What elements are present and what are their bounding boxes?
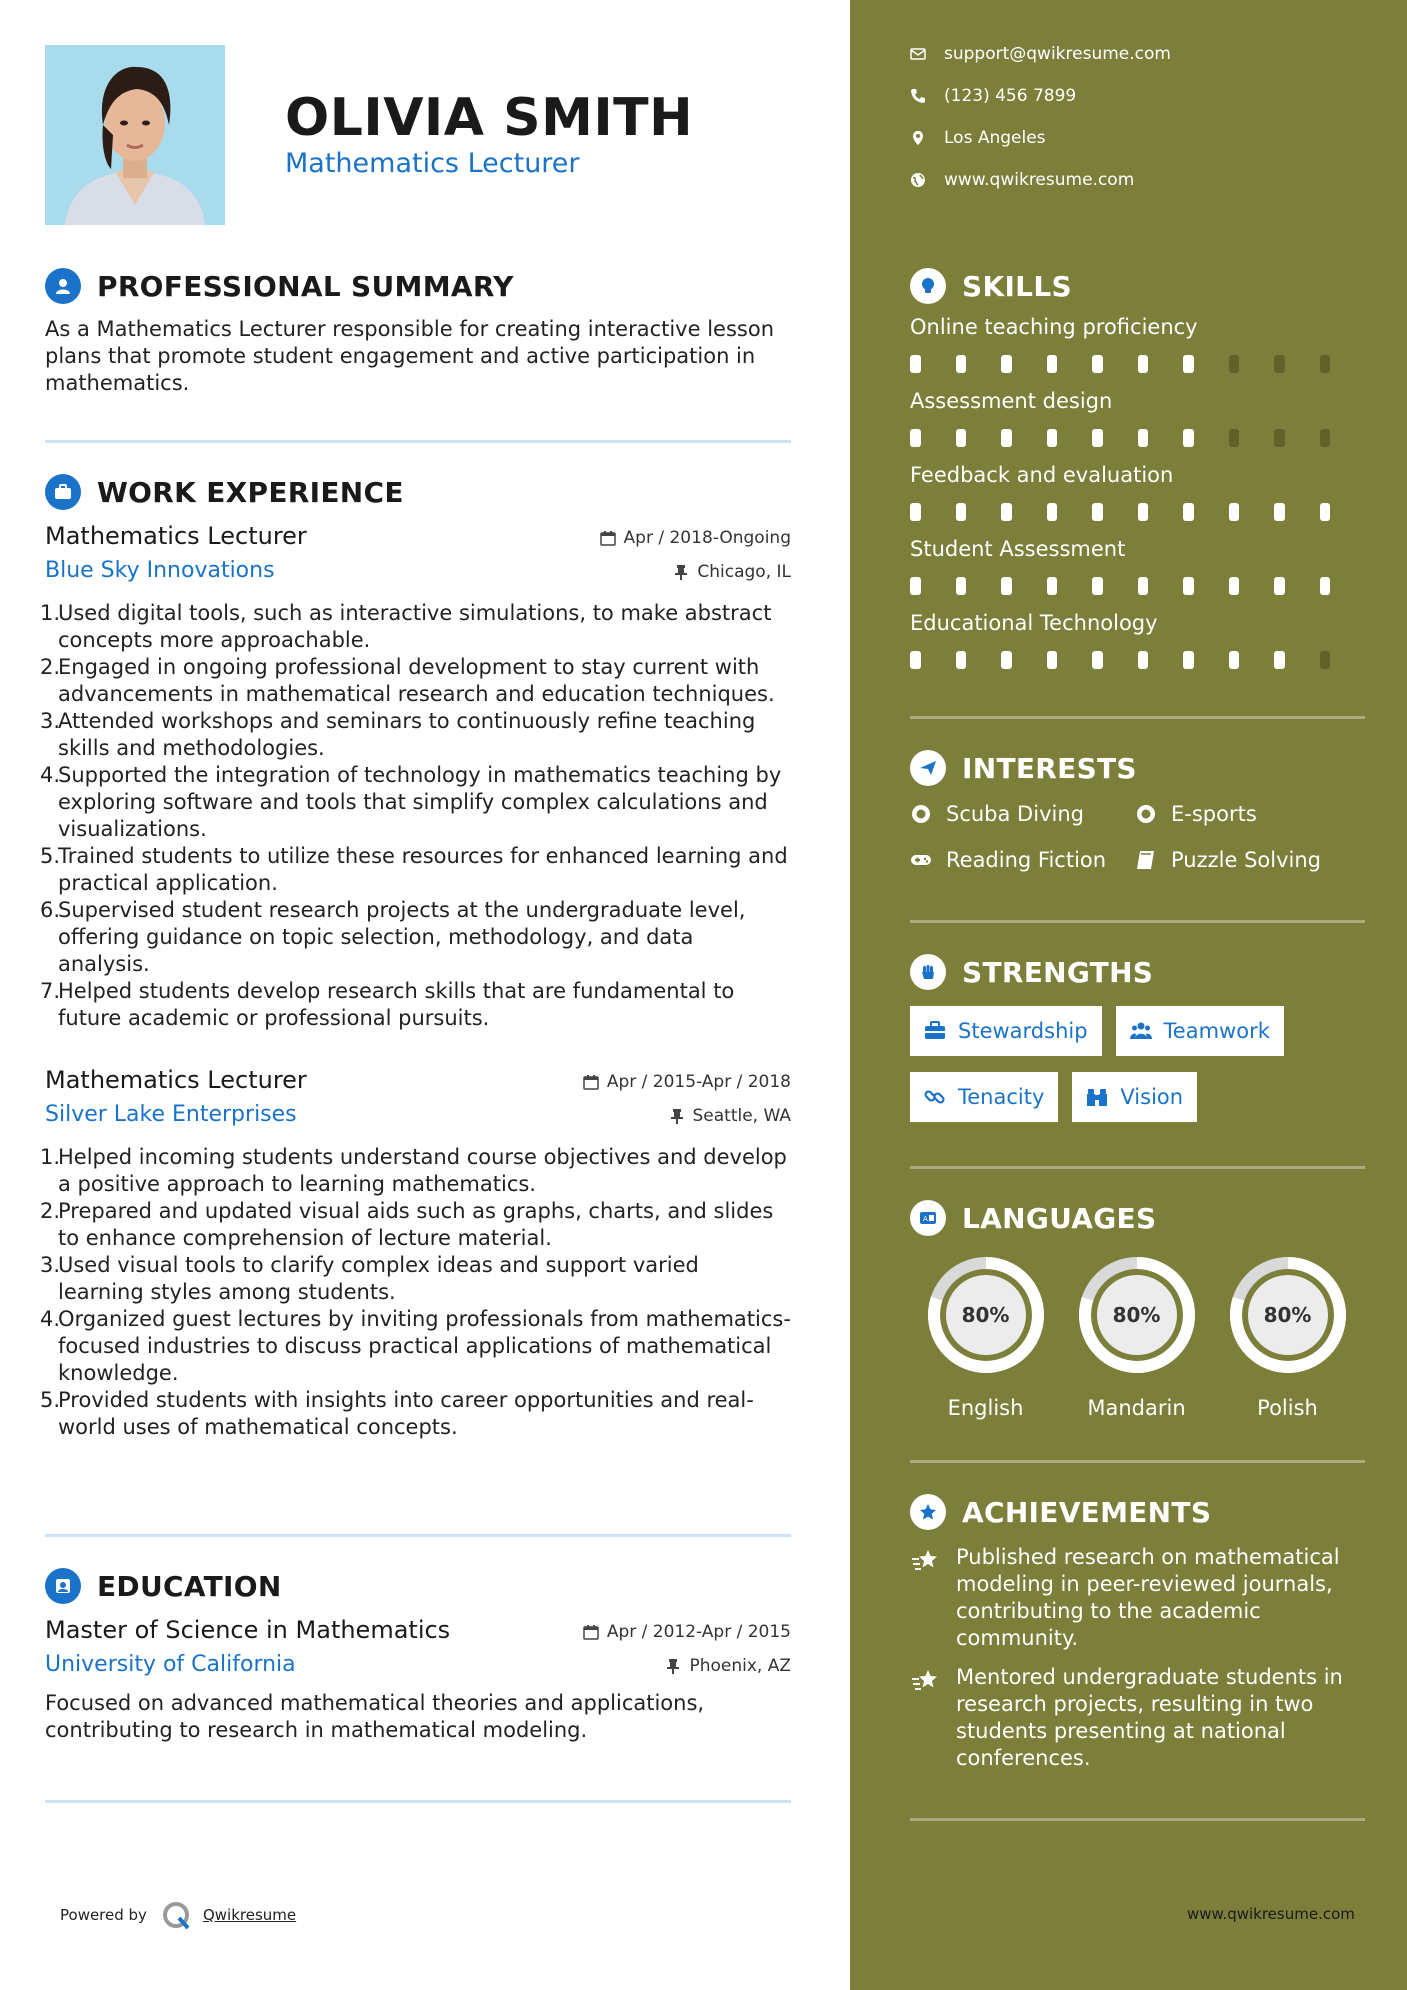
rating-dot-filled [1183, 651, 1194, 669]
rating-dot-filled [1138, 651, 1149, 669]
calendar-icon [600, 530, 616, 546]
job-location-text: Seattle, WA [692, 1106, 791, 1126]
binoculars-icon [1086, 1086, 1108, 1108]
duty-number: 2. [40, 655, 61, 679]
interest-label: Reading Fiction [946, 848, 1107, 872]
rating-dot-filled [1001, 503, 1012, 521]
star-icon [910, 1494, 946, 1530]
interest-label: Puzzle Solving [1171, 848, 1321, 872]
rating-dot-filled [1183, 503, 1194, 521]
duty-number: 5. [40, 844, 61, 868]
pin-icon [665, 1658, 681, 1674]
sidebar-divider [910, 1460, 1365, 1463]
briefcase-icon [45, 474, 81, 510]
rating-dot-filled [1320, 577, 1331, 595]
rating-dot-filled [1229, 503, 1240, 521]
rating-dot-filled [956, 355, 967, 373]
job-date-text: Apr / 2018-Ongoing [623, 528, 791, 548]
degree-title: Master of Science in Mathematics [45, 1616, 451, 1644]
lifebuoy-icon [1135, 803, 1157, 825]
skill-rating [910, 638, 1365, 682]
duty-number: 4. [40, 1307, 61, 1331]
rating-dot-filled [1092, 651, 1103, 669]
skill-rating [910, 490, 1365, 534]
duty-item [40, 843, 791, 897]
lifebuoy-icon [910, 803, 932, 825]
job-entry [40, 520, 791, 1032]
rating-dot-empty [1274, 355, 1285, 373]
duty-text: Helped incoming students understand course objectives and develop a positive approach to learning mathematics. [58, 1145, 787, 1196]
work-title: WORK EXPERIENCE [97, 475, 404, 509]
graduation-icon [45, 1568, 81, 1604]
sidebar-divider [910, 716, 1365, 719]
skill-name: Student Assessment [910, 537, 1126, 561]
link-icon [924, 1086, 946, 1108]
strengths-title: STRENGTHS [962, 955, 1154, 989]
briefcase-icon [924, 1020, 946, 1042]
language-item [1061, 1254, 1212, 1420]
rating-dot-filled [1183, 429, 1194, 447]
language-percent: 80% [1263, 1303, 1312, 1327]
duty-text: Engaged in ongoing professional development to stay current with advancements in mathematical research and education techniques. [58, 655, 775, 706]
rating-dot-filled [1092, 355, 1103, 373]
skill-name: Assessment design [910, 389, 1113, 413]
book-icon [1135, 849, 1157, 871]
language-item [1212, 1254, 1363, 1420]
contact-website-text[interactable]: www.qwikresume.com [944, 170, 1135, 190]
users-icon [1130, 1020, 1152, 1042]
duty-item [40, 1144, 791, 1198]
candidate-name: OLIVIA SMITH [285, 88, 694, 148]
contact-location-text: Los Angeles [944, 128, 1046, 148]
strengths-list [910, 1006, 1365, 1138]
calendar-icon [583, 1624, 599, 1640]
education-text: Focused on advanced mathematical theories and applications, contributing to research in mathematical modeling. [45, 1691, 705, 1742]
rating-dot-empty [1320, 429, 1331, 447]
duty-text: Used digital tools, such as interactive simulations, to make abstract concepts more approachable. [58, 601, 772, 652]
rating-dot-empty [1274, 429, 1285, 447]
skills-title: SKILLS [962, 269, 1072, 303]
job-title: Mathematics Lecturer [45, 1066, 307, 1094]
rating-dot-filled [1047, 429, 1058, 447]
languages-section [910, 1198, 1365, 1420]
skill-item [910, 312, 1365, 386]
rating-dot-filled [1229, 651, 1240, 669]
duty-text: Trained students to utilize these resources for enhanced learning and practical application. [58, 844, 788, 895]
rating-dot-filled [1274, 651, 1285, 669]
rating-dot-filled [956, 577, 967, 595]
duty-text: Supervised student research projects at the undergraduate level, offering guidance on topic selection, methodology, and data analysis. [58, 898, 746, 976]
summary-text: As a Mathematics Lecturer responsible for creating interactive lesson plans that promote student engagement and active participation in mathematics. [45, 317, 775, 395]
skill-item [910, 608, 1365, 682]
interest-item [910, 844, 1135, 876]
skills-list [910, 312, 1365, 682]
user-icon [45, 268, 81, 304]
duty-number: 6. [40, 898, 61, 922]
interest-item [1135, 798, 1360, 830]
job-date [600, 528, 791, 548]
section-divider [45, 440, 791, 443]
powered-by-label: Powered by [60, 1906, 147, 1924]
shooting-star-icon [910, 1666, 940, 1696]
map-marker-icon [910, 130, 926, 146]
skill-name: Educational Technology [910, 611, 1158, 635]
gamepad-icon [910, 849, 932, 871]
strength-tag [910, 1072, 1058, 1122]
sidebar-divider [910, 920, 1365, 923]
skill-item [910, 386, 1365, 460]
company-name: Silver Lake Enterprises [45, 1102, 297, 1127]
rating-dot-filled [1092, 503, 1103, 521]
education-date [583, 1622, 791, 1642]
duty-text: Supported the integration of technology in mathematics teaching by exploring software and tools that simplify complex calculations and visualizations. [58, 763, 782, 841]
rating-dot-filled [956, 651, 967, 669]
rating-dot-filled [1229, 577, 1240, 595]
strength-tag [1072, 1072, 1197, 1122]
duty-number: 3. [40, 709, 61, 733]
duty-number: 2. [40, 1199, 61, 1223]
duty-text: Organized guest lectures by inviting professionals from mathematics-focused industries to discuss practical applications of mathematical knowledge. [58, 1307, 791, 1385]
calendar-icon [583, 1074, 599, 1090]
pin-icon [669, 1108, 685, 1124]
skill-item [910, 460, 1365, 534]
translate-icon [910, 1200, 946, 1236]
pin-icon [673, 564, 689, 580]
strength-tag [910, 1006, 1102, 1056]
duty-text: Prepared and updated visual aids such as graphs, charts, and slides to enhance comprehension of lecture material. [58, 1199, 774, 1250]
language-ring [925, 1254, 1047, 1376]
rating-dot-empty [1229, 429, 1240, 447]
job-location [673, 562, 791, 582]
rating-dot-empty [1229, 355, 1240, 373]
duty-item [40, 897, 791, 978]
strengths-section [910, 952, 1365, 1138]
rating-dot-empty [1320, 355, 1331, 373]
summary-section [45, 266, 791, 397]
rating-dot-filled [1001, 577, 1012, 595]
qwikresume-logo-icon [161, 1900, 191, 1930]
footer-website[interactable]: www.qwikresume.com [1187, 1905, 1355, 1923]
duty-item [40, 654, 791, 708]
skill-rating [910, 342, 1365, 386]
rating-dot-filled [1001, 355, 1012, 373]
section-divider [45, 1534, 791, 1537]
duty-text: Provided students with insights into career opportunities and real-world uses of mathematical concepts. [58, 1388, 754, 1439]
language-ring [1076, 1254, 1198, 1376]
duty-number: 7. [40, 979, 61, 1003]
rating-dot-filled [1138, 503, 1149, 521]
rating-dot-filled [910, 651, 921, 669]
job-title: Mathematics Lecturer [45, 522, 307, 550]
duties-list [40, 600, 791, 1032]
rating-dot-filled [910, 355, 921, 373]
contact-location [910, 128, 1046, 148]
job-location-text: Chicago, IL [697, 562, 791, 582]
rating-dot-filled [1047, 503, 1058, 521]
achievements-list [910, 1544, 1365, 1772]
sidebar [850, 0, 1407, 1990]
job-location [669, 1106, 792, 1126]
language-percent: 80% [1112, 1303, 1161, 1327]
duty-item [40, 1198, 791, 1252]
duty-text: Helped students develop research skills that are fundamental to future academic or professional pursuits. [58, 979, 735, 1030]
language-item [910, 1254, 1061, 1420]
skills-section [910, 266, 1365, 682]
profile-photo [45, 45, 225, 225]
rating-dot-filled [1183, 355, 1194, 373]
contact-website [910, 170, 1134, 190]
candidate-role: Mathematics Lecturer [285, 148, 580, 179]
languages-title: LANGUAGES [962, 1201, 1157, 1235]
skill-name: Online teaching proficiency [910, 315, 1198, 339]
shooting-star-icon [910, 1546, 940, 1576]
rating-dot-filled [1183, 577, 1194, 595]
interests-section [910, 748, 1365, 876]
duty-number: 3. [40, 1253, 61, 1277]
duty-item [40, 708, 791, 762]
skill-rating [910, 416, 1365, 460]
languages-list [910, 1254, 1365, 1420]
duty-item [40, 762, 791, 843]
achievement-item [910, 1544, 1365, 1652]
rating-dot-filled [1138, 355, 1149, 373]
duty-item [40, 978, 791, 1032]
rating-dot-filled [1274, 503, 1285, 521]
job-date-text: Apr / 2015-Apr / 2018 [606, 1072, 791, 1092]
rating-dot-filled [910, 429, 921, 447]
language-percent: 80% [961, 1303, 1010, 1327]
strength-label: Teamwork [1163, 1019, 1270, 1043]
rating-dot-filled [1047, 651, 1058, 669]
interest-label: Scuba Diving [946, 802, 1084, 826]
rating-dot-filled [1001, 429, 1012, 447]
rating-dot-filled [1092, 429, 1103, 447]
duty-item [40, 600, 791, 654]
language-name: Mandarin [1087, 1396, 1186, 1420]
duty-item [40, 1252, 791, 1306]
skill-name: Feedback and evaluation [910, 463, 1174, 487]
language-ring [1227, 1254, 1349, 1376]
achievement-text: Mentored undergraduate students in research projects, resulting in two students presenting at national conferences. [956, 1665, 1343, 1770]
duty-text: Used visual tools to clarify complex ideas and support varied learning styles among students. [58, 1253, 699, 1304]
summary-title: PROFESSIONAL SUMMARY [97, 269, 514, 303]
rating-dot-filled [1138, 577, 1149, 595]
job-entry [40, 1064, 791, 1441]
section-divider [45, 1800, 791, 1803]
education-title: EDUCATION [97, 1569, 282, 1603]
sidebar-divider [910, 1818, 1365, 1821]
contact-email-text[interactable]: support@qwikresume.com [944, 44, 1171, 64]
fist-icon [910, 954, 946, 990]
duty-number: 1. [40, 1145, 61, 1169]
contact-phone [910, 86, 1076, 106]
school-name: University of California [45, 1652, 296, 1677]
achievements-title: ACHIEVEMENTS [962, 1495, 1212, 1529]
duty-item [40, 1387, 791, 1441]
rating-dot-filled [910, 577, 921, 595]
rating-dot-empty [1320, 651, 1331, 669]
rating-dot-filled [1274, 577, 1285, 595]
interest-item [1135, 844, 1360, 876]
rating-dot-filled [1092, 577, 1103, 595]
rating-dot-filled [1138, 429, 1149, 447]
skill-rating [910, 564, 1365, 608]
rating-dot-filled [956, 429, 967, 447]
skill-item [910, 534, 1365, 608]
rating-dot-filled [1047, 355, 1058, 373]
duty-number: 1. [40, 601, 61, 625]
duties-list [40, 1144, 791, 1441]
rating-dot-filled [1047, 577, 1058, 595]
phone-icon [910, 88, 926, 104]
strength-label: Stewardship [958, 1019, 1088, 1043]
language-name: English [947, 1396, 1024, 1420]
education-date-text: Apr / 2012-Apr / 2015 [606, 1622, 791, 1642]
rating-dot-filled [956, 503, 967, 521]
svg-text:A: A [923, 1215, 928, 1223]
achievement-text: Published research on mathematical modeling in peer-reviewed journals, contributing to the academic community. [956, 1545, 1340, 1650]
rating-dot-filled [910, 503, 921, 521]
interests-list [910, 798, 1365, 876]
interest-item [910, 798, 1135, 830]
qwikresume-link[interactable]: Qwikresume [202, 1906, 297, 1924]
envelope-icon [910, 46, 926, 62]
job-date [583, 1072, 791, 1092]
interest-label: E-sports [1171, 802, 1257, 826]
education-location [665, 1656, 791, 1676]
rating-dot-filled [1001, 651, 1012, 669]
work-section [40, 472, 791, 1441]
duty-number: 5. [40, 1388, 61, 1412]
strength-label: Tenacity [958, 1085, 1045, 1109]
contact-phone-text[interactable]: (123) 456 7899 [944, 86, 1077, 106]
achievements-section [910, 1492, 1365, 1772]
duty-number: 4. [40, 763, 61, 787]
company-name: Blue Sky Innovations [45, 558, 275, 583]
powered-by [60, 1900, 296, 1930]
lightbulb-icon [910, 268, 946, 304]
strength-label: Vision [1120, 1085, 1184, 1109]
rating-dot-filled [1320, 503, 1331, 521]
education-section [45, 1566, 791, 1744]
education-location-text: Phoenix, AZ [689, 1656, 791, 1676]
globe-icon [910, 172, 926, 188]
strength-tag [1116, 1006, 1284, 1056]
duty-item [40, 1306, 791, 1387]
achievement-item [910, 1664, 1365, 1772]
duty-text: Attended workshops and seminars to continuously refine teaching skills and methodologies. [58, 709, 756, 760]
interests-title: INTERESTS [962, 751, 1137, 785]
sidebar-divider [910, 1166, 1365, 1169]
paper-plane-icon [910, 750, 946, 786]
contact-email [910, 44, 1171, 64]
language-name: Polish [1257, 1396, 1318, 1420]
